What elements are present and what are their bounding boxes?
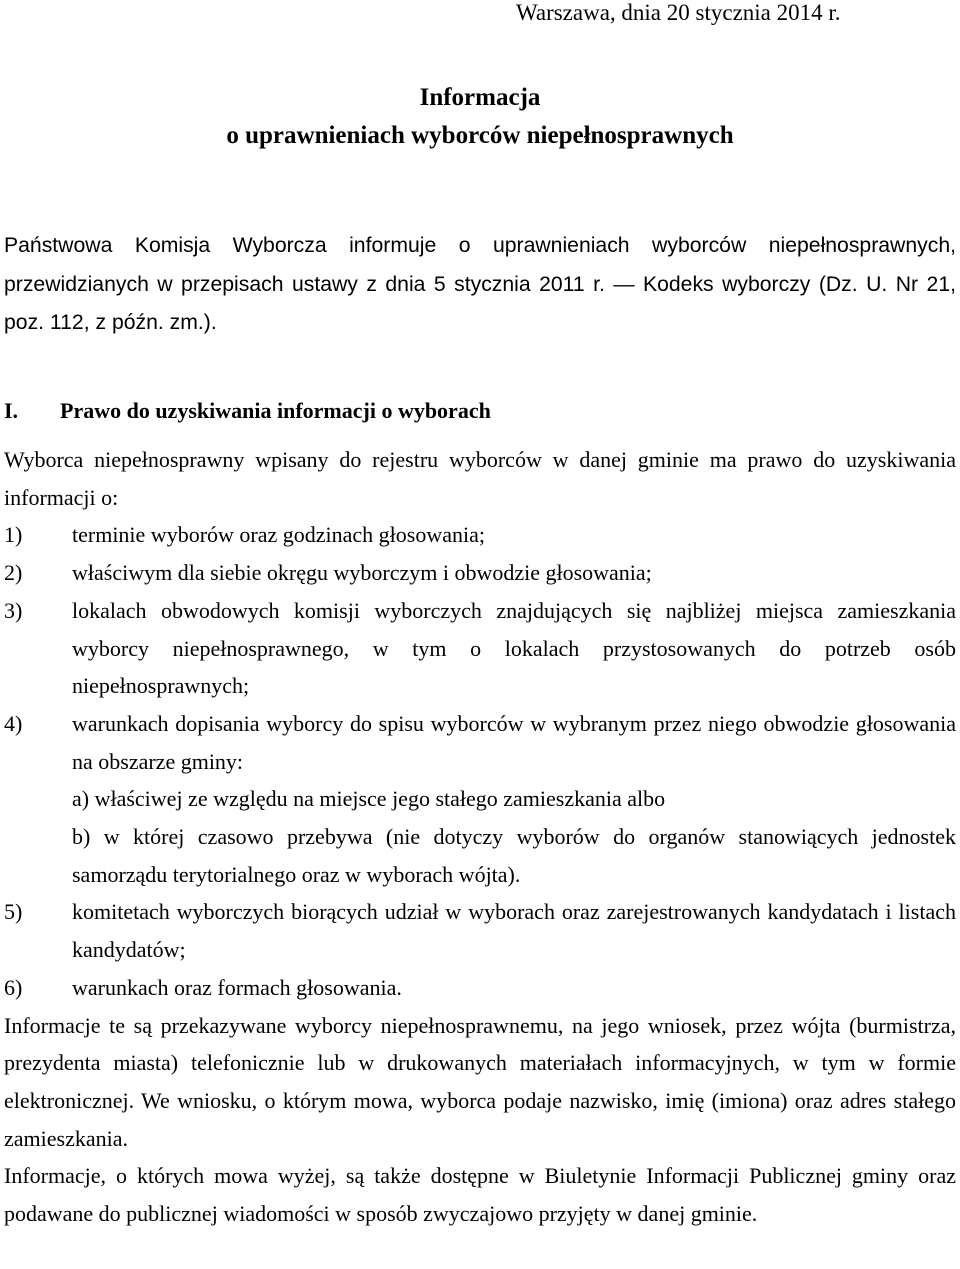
- list-item-number: 4): [4, 710, 23, 736]
- list-item-number: 3): [4, 597, 23, 623]
- list-item-text: warunkach dopisania wyborcy do spisu wyborców w wybranym przez niego obwodzie głosowania na obszarze gminy:: [72, 710, 956, 774]
- section-title: Prawo do uzyskiwania informacji o wyborach: [60, 398, 491, 423]
- list-item-text: terminie wyborów oraz godzinach głosowania;: [72, 522, 485, 548]
- sub-item: a) właściwej ze względu na miejsce jego stałego zamieszkania albo: [72, 786, 666, 812]
- list-item-number: 2): [4, 560, 23, 586]
- lead-paragraph: Wyborca niepełnosprawny wpisany do rejestru wyborców w danej gminie ma prawo do uzyskiwania informacji o:: [4, 447, 956, 510]
- dateline: Warszawa, dnia 20 stycznia 2014 r.: [516, 0, 841, 25]
- document-title: [0, 79, 960, 155]
- availability-paragraph: Informacje, o których mowa wyżej, są także dostępne w Biuletynie Informacji Publicznej gminy oraz podawane do publicznej wiadomości w sposób zwyczajowo przyjęty w danej gminie.: [4, 1163, 956, 1227]
- delivery-paragraph: Informacje te są przekazywane wyborcy niepełnosprawnemu, na jego wniosek, przez wójta (burmistrza, prezydenta miasta) telefonicznie lub w drukowanych materiałach informacyjnych, w tym w formie elektronicznej. We wniosku, o którym mowa, wyborca podaje nazwisko, imię (imiona) oraz adres stałego zamieszkania.: [4, 1012, 956, 1151]
- list-item: [4, 592, 956, 705]
- section-body: [4, 441, 956, 1233]
- list-item: [4, 516, 956, 554]
- rights-list: [4, 516, 956, 1006]
- list-item: [4, 969, 956, 1007]
- title-line-2: o uprawnieniach wyborców niepełnosprawnych: [226, 122, 734, 149]
- intro-paragraph: Państwowa Komisja Wyborcza informuje o uprawnieniach wyborców niepełnosprawnych, przewidzianych w przepisach ustawy z dnia 5 stycznia 2011 r. — Kodeks wyborczy (Dz. U. Nr 21, poz. 112, z późn. zm.).: [4, 234, 956, 334]
- title-line-1: Informacja: [419, 84, 541, 111]
- list-item: [4, 893, 956, 968]
- list-item-number: 5): [4, 899, 23, 925]
- section-heading: [4, 392, 491, 430]
- list-item-text: warunkach oraz formach głosowania.: [72, 974, 402, 1000]
- list-item-text: lokalach obwodowych komisji wyborczych znajdujących się najbliżej miejsca zamieszkania wyborcy niepełnosprawnego, w tym o lokalach przystosowanych do potrzeb osób niepełnosprawnych;: [72, 597, 956, 699]
- list-item: [4, 554, 956, 592]
- list-item-number: 1): [4, 522, 23, 548]
- list-item-text: właściwym dla siebie okręgu wyborczym i obwodzie głosowania;: [72, 560, 652, 586]
- list-item-number: 6): [4, 974, 23, 1000]
- sub-item: b) w której czasowo przebywa (nie dotyczy wyborów do organów stanowiących jednostek samorządu terytorialnego oraz w wyborach wójta).: [72, 824, 956, 887]
- list-item: [4, 705, 956, 894]
- list-item-text: komitetach wyborczych biorących udział w wyborach oraz zarejestrowanych kandydatach i listach kandydatów;: [72, 899, 956, 963]
- section-number: I.: [4, 398, 19, 423]
